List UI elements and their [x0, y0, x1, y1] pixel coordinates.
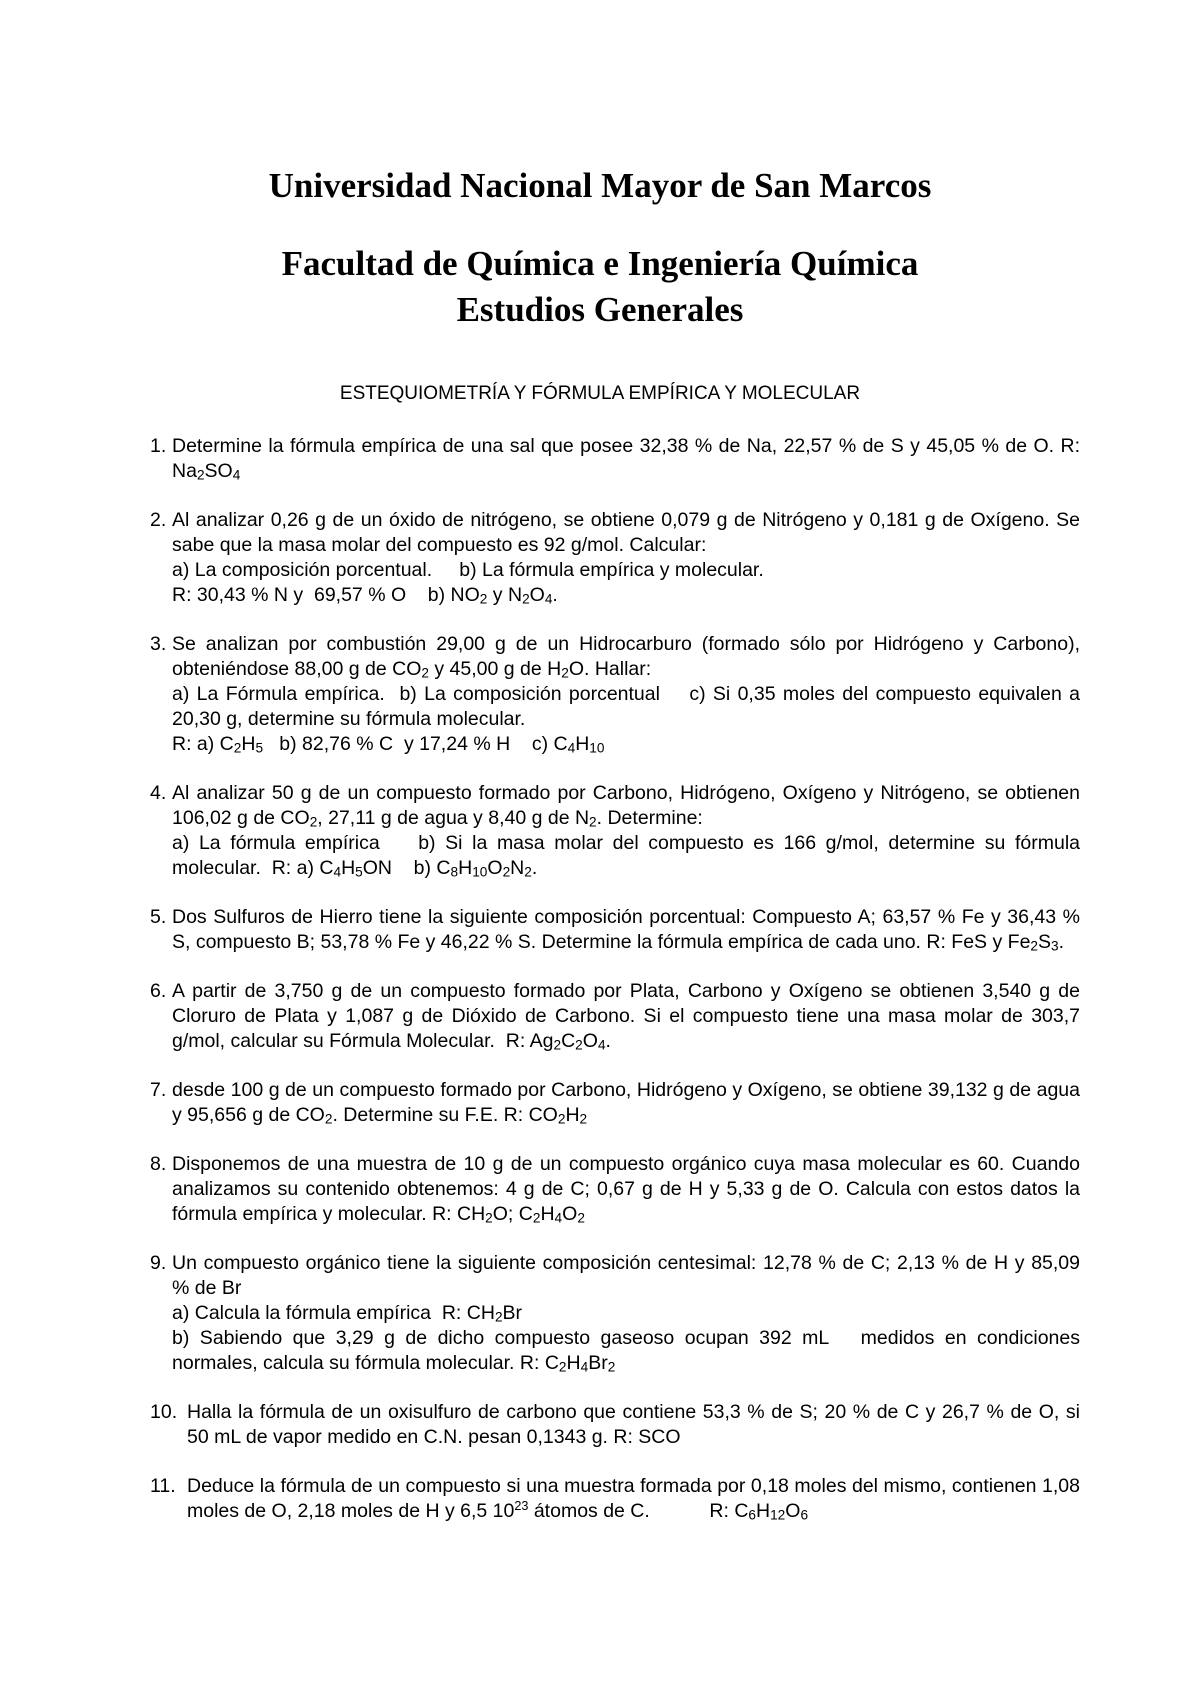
problem-7	[150, 1078, 1080, 1128]
problem-9	[150, 1251, 1080, 1376]
section-title: ESTEQUIOMETRÍA Y FÓRMULA EMPÍRICA Y MOLECULAR	[339, 383, 861, 404]
problem-text: Al analizar 0,26 g de un óxido de nitrógeno, se obtiene 0,079 g de Nitrógeno y 0,181 g de Oxígeno. Se sabe que la masa molar del compuesto es 92 g/mol. Calcular: a) La composición porcentual. b) La fórmula empírica y molecular. R: 30,43 % N y 69,57 % O b) $NO_2$ y $N_2O_4$.	[172, 509, 1080, 607]
problem-5	[150, 905, 1080, 955]
problem-number: 7.	[150, 1079, 167, 1101]
problem-text: Disponemos de una muestra de 10 g de un compuesto orgánico cuya masa molecular es 60. Cuando analizamos su contenido obtenemos: 4 g de C; 0,67 g de H y 5,33 g de O. Calcula con estos datos la fórmula empírica y molecular. R: $CH_2O$; $C_2H_4O_2$	[172, 1153, 1080, 1226]
problem-text: A partir de 3,750 g de un compuesto formado por Plata, Carbono y Oxígeno se obtienen 3,540 g de Cloruro de Plata y 1,087 g de Dióxido de Carbono. Si el compuesto tiene una masa molar de 303,7 g/mol, calcular su Fórmula Molecular. R: $Ag_2C_2O_4$.	[172, 980, 1080, 1053]
problem-number: 4.	[150, 782, 167, 804]
problem-text: Se analizan por combustión 29,00 g de un Hidrocarburo (formado sólo por Hidrógeno y Carbono), obteniéndose 88,00 g de $CO_2$ y 45,00 g de $H_2O$. Hallar: a) La Fórmula empírica. b) La composición porcentual c) Si 0,35 moles del compuesto equivalen a 20,30 g, determine su fórmula molecular. R: a) $C_2H_5$ b) 82,76 % C y 17,24 % H c) $C_4H_{10}$	[172, 633, 1080, 756]
problem-10	[150, 1400, 1080, 1450]
problem-text: desde 100 g de un compuesto formado por Carbono, Hidrógeno y Oxígeno, se obtiene 39,132 g de agua y 95,656 g de $CO_2$. Determine su F.E. R: $CO_2H_2$	[172, 1079, 1080, 1127]
problem-4	[150, 781, 1080, 881]
problem-number: 9.	[150, 1252, 167, 1274]
problem-text: Dos Sulfuros de Hierro tiene la siguiente composición porcentual: Compuesto A; 63,57 % Fe y 36,43 % S, compuesto B; 53,78 % Fe y 46,22 % S. Determine la fórmula empírica de cada uno. R: FeS y $Fe_2S_3$.	[172, 906, 1080, 954]
university-title: Universidad Nacional Mayor de San Marcos	[268, 166, 932, 205]
problem-list	[150, 434, 1080, 1548]
problem-11	[150, 1474, 1080, 1524]
problem-6	[150, 979, 1080, 1054]
studies-title: Estudios Generales	[456, 290, 744, 329]
problem-3	[150, 632, 1080, 757]
problem-number: 3.	[150, 633, 167, 655]
problem-number: 1.	[150, 435, 167, 457]
problem-number: 8.	[150, 1153, 167, 1175]
problem-text: Al analizar 50 g de un compuesto formado por Carbono, Hidrógeno, Oxígeno y Nitrógeno, se obtienen 106,02 g de $CO_2$, 27,11 g de agua y 8,40 g de $N_2$. Determine: a) La fórmula empírica b) Si la masa molar del compuesto es 166 g/mol, determine su fórmula molecular. R: a) $C_4H_5ON$ b) $C_8H_{10}O_2N_2$.	[172, 782, 1080, 880]
problem-number: 10.	[150, 1401, 178, 1423]
problem-number: 5.	[150, 906, 167, 928]
problem-text: Halla la fórmula de un oxisulfuro de carbono que contiene 53,3 % de S; 20 % de C y 26,7 % de O, si 50 mL de vapor medido en C.N. pesan 0,1343 g. R: SCO	[187, 1401, 1080, 1448]
problem-number: 11.	[150, 1475, 176, 1497]
problem-text: Deduce la fórmula de un compuesto si una muestra formada por 0,18 moles del mismo, contienen 1,08 moles de O, 2,18 moles de H y 6,5 $10^{23}$ átomos de C. R: $C_6H_{12}O_6$	[187, 1475, 1080, 1523]
problem-text: Un compuesto orgánico tiene la siguiente composición centesimal: 12,78 % de C; 2,13 % de H y 85,09 % de Br a) Calcula la fórmula empírica R: $CH_2Br$ b) Sabiendo que 3,29 g de dicho compuesto gaseoso ocupan 392 mL medidos en condiciones normales, calcula su fórmula molecular. R: $C_2H_4Br_2$	[172, 1252, 1080, 1375]
problem-1	[150, 434, 1080, 484]
faculty-title: Facultad de Química e Ingeniería Química	[281, 244, 919, 283]
problem-number: 6.	[150, 980, 167, 1002]
problem-text: Determine la fórmula empírica de una sal que posee 32,38 % de Na, 22,57 % de S y 45,05 % de O. R: $Na_2SO_4$	[172, 435, 1080, 483]
problem-number: 2.	[150, 509, 167, 531]
problem-8	[150, 1152, 1080, 1227]
problem-2	[150, 508, 1080, 608]
